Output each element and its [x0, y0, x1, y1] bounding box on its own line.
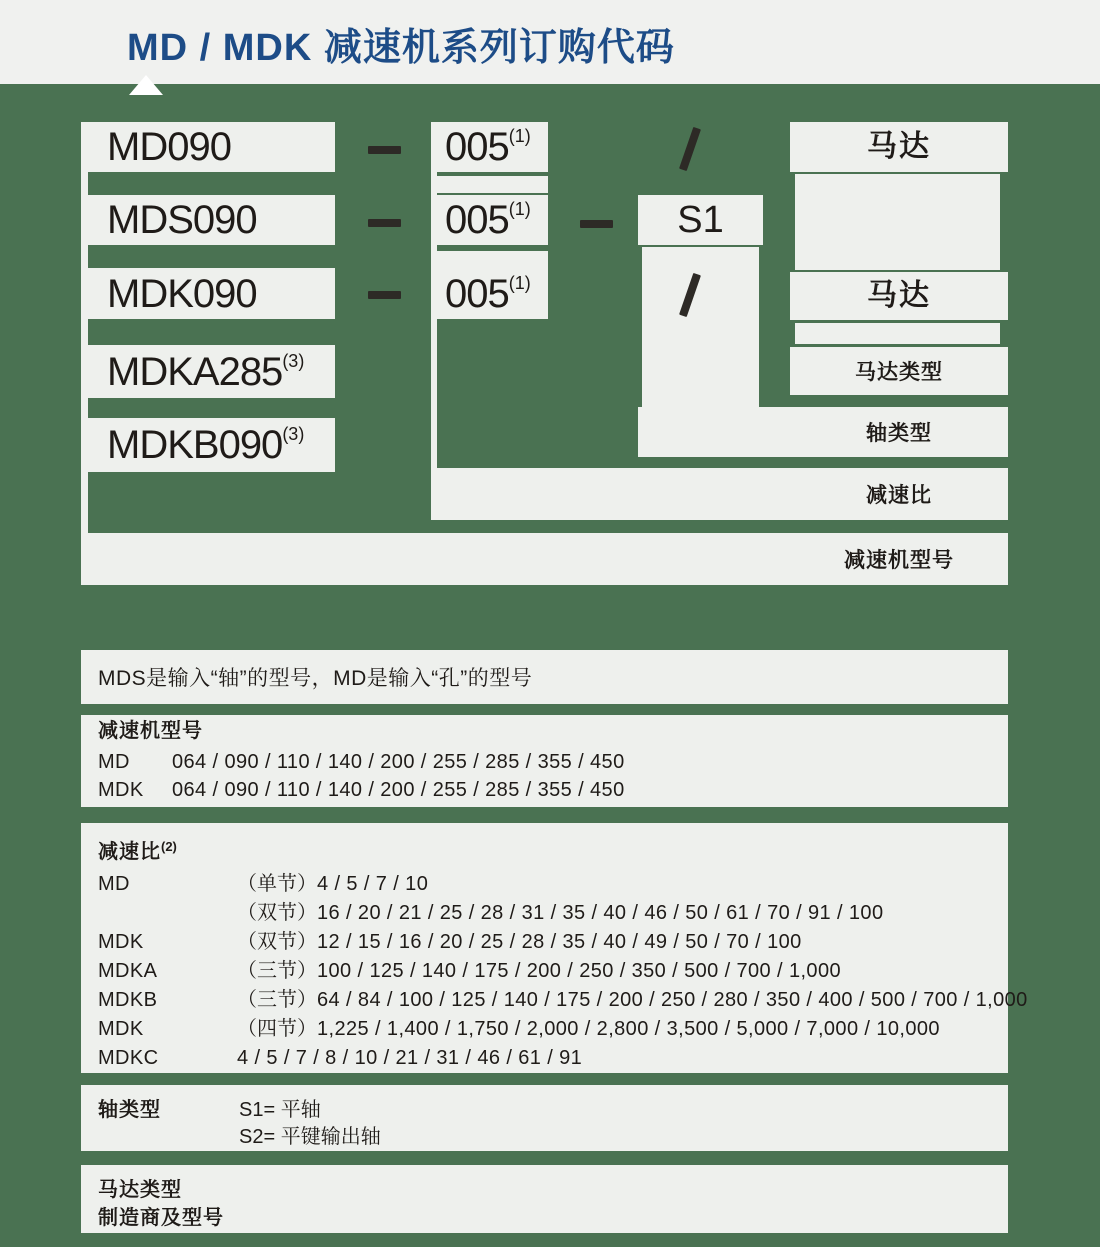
model-values: 064 / 090 / 110 / 140 / 200 / 255 / 285 / 355 / 450 [172, 751, 625, 773]
ratio-values: 1,225 / 1,400 / 1,750 / 2,000 / 2,800 / 3,500 / 5,000 / 7,000 / 10,000 [317, 1018, 940, 1040]
ratio-value: 005$^{(1)}$ [445, 198, 531, 242]
ratio-row [98, 986, 1028, 1015]
shaft-panel [81, 1085, 1008, 1151]
connector-motor-strip [795, 323, 1000, 344]
dash-separator-4 [580, 220, 613, 228]
shaft-row [98, 1097, 998, 1124]
ratio-row [98, 957, 998, 986]
note-panel [81, 650, 1008, 704]
shaft-code-box [638, 195, 763, 245]
code-label: MDK090 [107, 271, 257, 316]
ratio-values: 4 / 5 / 7 / 10 [317, 873, 429, 895]
code-box-md090 [81, 122, 335, 172]
ratio-section: （双节） [237, 931, 317, 953]
ratio-section: （三节） [237, 960, 317, 982]
row-model [81, 533, 1008, 585]
row-label-model: 减速机型号 [844, 549, 954, 572]
row-ratio [431, 468, 1008, 520]
ratio-values: 64 / 84 / 100 / 125 / 140 / 175 / 200 / 250 / 280 / 350 / 400 / 500 / 700 / 1,000 [317, 989, 1028, 1011]
models-row [98, 776, 998, 804]
ratio-model: MDKB [98, 989, 158, 1011]
row-motor-type [790, 347, 1008, 395]
page-title: MD / MDK 减速机系列订购代码 [127, 27, 675, 69]
ratio-values: 4 / 5 / 7 / 8 / 10 / 21 / 31 / 46 / 61 / 91 [237, 1047, 583, 1069]
motor-line-2: 制造商及型号 [98, 1207, 224, 1229]
slash-separator-1 [679, 127, 701, 171]
shaft-heading-spacer [98, 1124, 239, 1151]
models-row [98, 748, 998, 776]
ratio-section: （三节） [237, 989, 317, 1011]
motor-box-1 [790, 122, 1008, 172]
motor-line-1: 马达类型 [98, 1179, 182, 1201]
ratio-model: MDK [98, 1018, 144, 1040]
connector-motor-block [795, 174, 1000, 270]
shaft-line-2: S2= 平键输出轴 [239, 1126, 381, 1148]
ratio-row [98, 899, 998, 928]
ratio-box-1 [431, 122, 548, 172]
ratio-section: （单节） [237, 873, 317, 895]
ratio-row [98, 870, 998, 899]
page-header [0, 0, 1100, 84]
ratio-model [98, 899, 237, 928]
ratio-value: 005$^{(1)}$ [445, 125, 531, 169]
motor-label: 马达 [867, 130, 931, 163]
ratio-row [98, 928, 998, 957]
ratio-value: 005$^{(1)}$ [445, 271, 531, 316]
connector-ratio-strip-1 [431, 176, 548, 193]
shaft-line-1: S1= 平轴 [239, 1099, 321, 1121]
motor-box-2 [790, 272, 1008, 320]
ratio-row [98, 1015, 998, 1044]
dash-separator-3 [368, 291, 401, 299]
row-label-shaft-type: 轴类型 [866, 422, 932, 445]
ratio-row [98, 1044, 998, 1073]
motor-label: 马达 [867, 279, 931, 312]
ratio-model: MDKA [98, 960, 158, 982]
row-label-ratio: 减速比 [866, 484, 932, 507]
shaft-code: S1 [677, 199, 724, 241]
code-box-mdka285 [81, 345, 335, 398]
connector-ratio-strip-2 [431, 251, 548, 268]
ratio-model: MDK [98, 931, 144, 953]
models-heading: 减速机型号 [98, 720, 203, 742]
ratio-values: 16 / 20 / 21 / 25 / 28 / 31 / 35 / 40 / 46 / 50 / 61 / 70 / 91 / 100 [317, 902, 884, 924]
ratio-box-2 [431, 195, 548, 245]
row-shaft-type [638, 407, 1008, 457]
ratio-values: 100 / 125 / 140 / 175 / 200 / 250 / 350 / 500 / 700 / 1,000 [317, 960, 841, 982]
code-label: MDKA285$^{(3)}$ [107, 349, 305, 394]
dash-separator-2 [368, 219, 401, 227]
code-box-mdkb090 [81, 418, 335, 472]
shaft-row [98, 1124, 998, 1151]
ratio-section: （双节） [237, 902, 317, 924]
triangle-up-icon [129, 75, 163, 95]
ratio-model: MDKC [98, 1047, 159, 1069]
code-label: MDS090 [107, 198, 257, 242]
ratio-model: MD [98, 873, 130, 895]
model-values: 064 / 090 / 110 / 140 / 200 / 255 / 285 / 355 / 450 [172, 779, 625, 801]
row-label-motor-type: 马达类型 [855, 361, 943, 384]
shaft-heading: 轴类型 [98, 1099, 161, 1121]
ratios-panel [81, 823, 1028, 1073]
note-text: MDS是输入“轴”的型号，MD是输入“孔”的型号 [98, 667, 533, 690]
code-label: MDKB090$^{(3)}$ [107, 423, 305, 467]
motor-panel [81, 1165, 1008, 1233]
ratio-box-3 [431, 268, 548, 319]
ratio-section: （四节） [237, 1018, 317, 1040]
code-box-mdk090 [81, 268, 335, 319]
dash-separator-1 [368, 146, 401, 154]
model-name: MD [98, 751, 130, 773]
code-box-mds090 [81, 195, 335, 245]
code-label: MD090 [107, 125, 231, 169]
models-panel [81, 715, 1008, 807]
ratio-values: 12 / 15 / 16 / 20 / 25 / 28 / 35 / 40 / 49 / 50 / 70 / 100 [317, 931, 802, 953]
model-name: MDK [98, 779, 144, 801]
ratios-heading: 减速比$^{(2)}$ [98, 839, 177, 863]
